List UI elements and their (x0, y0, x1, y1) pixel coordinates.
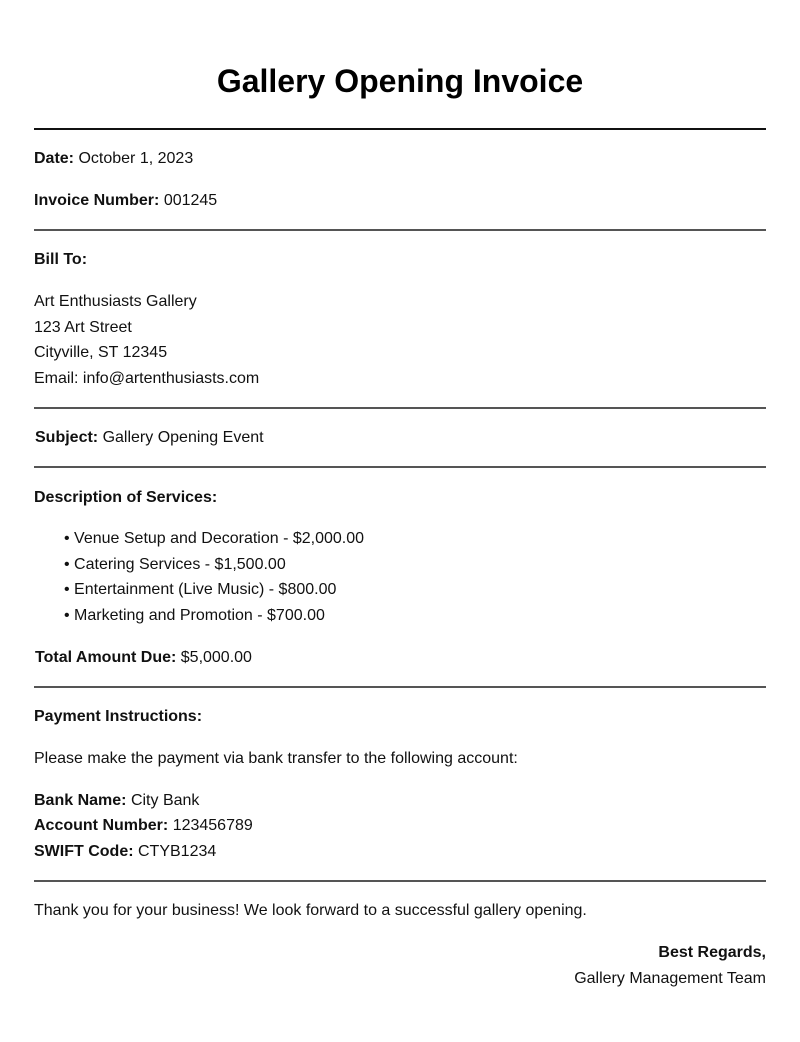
swift-code-value: CTYB1234 (138, 843, 217, 860)
services-list (64, 528, 364, 631)
date-value: October 1, 2023 (78, 150, 194, 167)
account-number-row (34, 816, 253, 836)
total-value: $5,000.00 (180, 649, 252, 666)
total-label: Total Amount Due: (35, 649, 177, 666)
subject-value: Gallery Opening Event (102, 429, 264, 446)
total-row (35, 648, 252, 668)
date-label: Date: (34, 150, 75, 167)
subject-row (35, 428, 264, 448)
list-item: • Marketing and Promotion - $700.00 (64, 607, 325, 625)
divider-bill (34, 229, 766, 231)
account-number-label: Account Number: (34, 817, 169, 834)
divider-closing (34, 880, 766, 882)
bill-to-label: Bill To: (34, 251, 88, 268)
invoice-title: Gallery Opening Invoice (216, 63, 584, 99)
regards-line: Best Regards, (658, 944, 766, 961)
bank-name-value: City Bank (130, 792, 200, 809)
bank-name-row (34, 791, 199, 811)
swift-code-label: SWIFT Code: (34, 843, 134, 860)
signature-line: Gallery Management Team (574, 970, 766, 987)
thank-you-note: Thank you for your business! We look forward to a successful gallery opening. (34, 902, 587, 919)
invoice-number-label: Invoice Number: (34, 192, 160, 209)
services-label: Description of Services: (34, 489, 218, 506)
date-row (34, 149, 193, 169)
divider-services (34, 466, 766, 468)
subject-label: Subject: (35, 429, 99, 446)
swift-code-row (34, 842, 216, 862)
divider-top (34, 128, 766, 130)
payment-label: Payment Instructions: (34, 708, 203, 725)
bill-to-city: Cityville, ST 12345 (34, 344, 168, 361)
list-item: • Venue Setup and Decoration - $2,000.00 (64, 530, 365, 547)
bill-to-name: Art Enthusiasts Gallery (34, 293, 197, 310)
payment-intro: Please make the payment via bank transfer to the following account: (34, 750, 518, 767)
bank-name-label: Bank Name: (34, 792, 127, 809)
bill-to-email: Email: info@artenthusiasts.com (34, 370, 260, 387)
divider-payment (34, 686, 766, 688)
invoice-number-row (34, 191, 217, 211)
divider-subject (34, 407, 766, 409)
account-number-value: 123456789 (172, 817, 253, 834)
list-item: • Catering Services - $1,500.00 (64, 555, 286, 573)
invoice-number-value: 001245 (163, 192, 218, 209)
bill-to-street: 123 Art Street (34, 319, 132, 336)
list-item: • Entertainment (Live Music) - $800.00 (64, 581, 337, 599)
